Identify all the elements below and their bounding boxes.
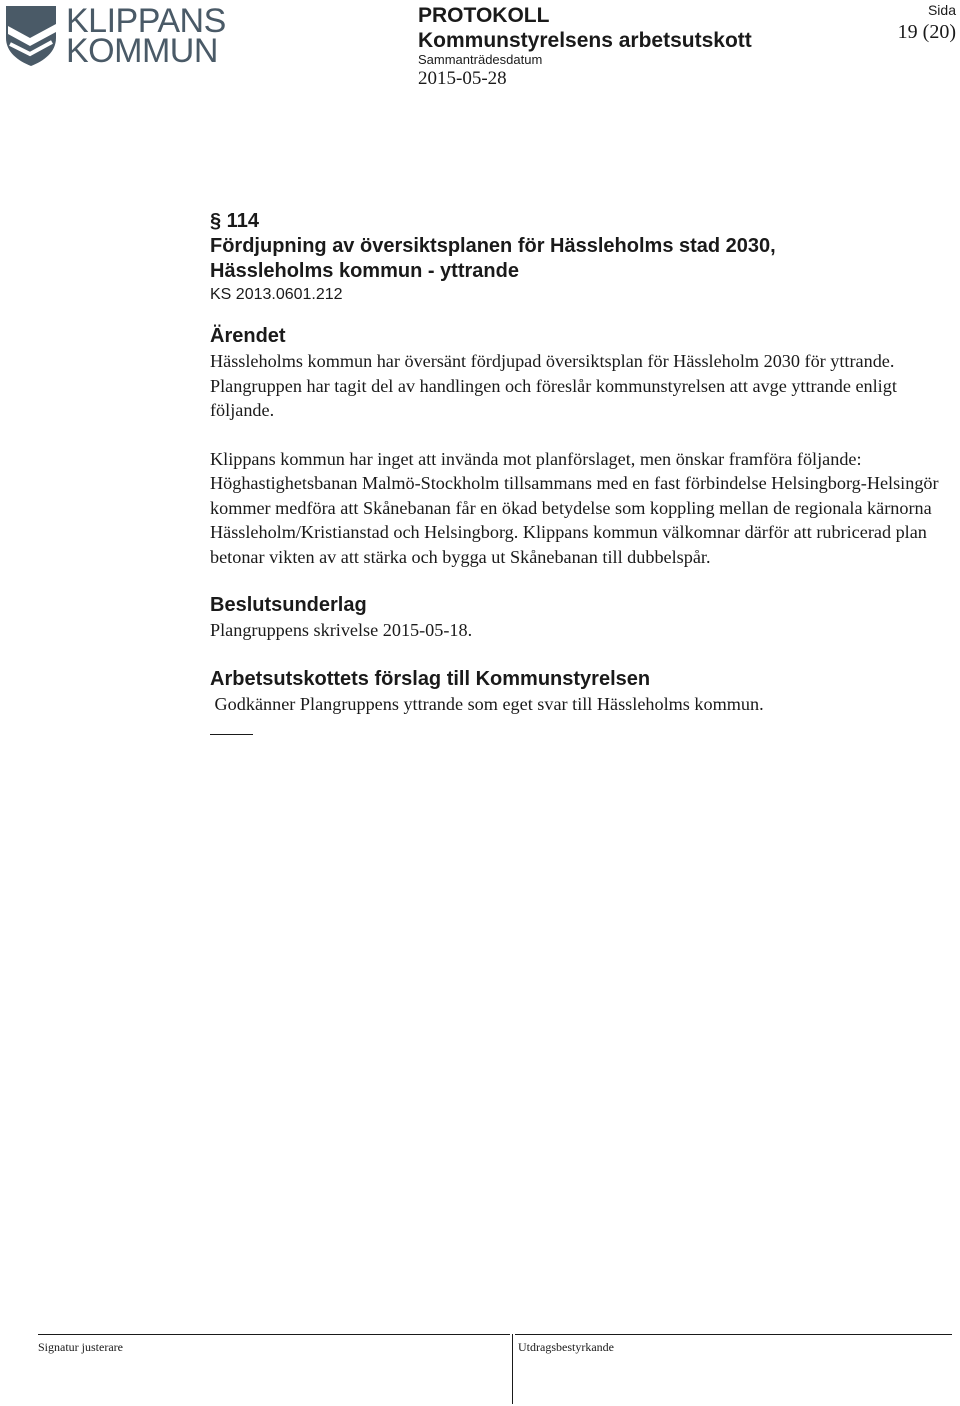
page-label: Sida (927, 2, 956, 18)
section-number: § 114 (210, 210, 259, 232)
municipal-shield-icon (4, 4, 60, 68)
arendet-paragraph-1: Hässleholms kommun har översänt fördjupad översiktsplan för Hässleholm 2030 för yttrande. Plangruppen har tagit del av handlingen och föreslår kommunstyrelsen att avge yttrande enligt följande. (210, 351, 897, 420)
case-number: KS 2013.0601.212 (210, 286, 343, 303)
meeting-date-label: Sammanträdesdatum (418, 52, 543, 67)
end-of-section-rule (210, 734, 253, 735)
klippans-kommun-logo (4, 2, 226, 70)
forslag-heading: Arbetsutskottets förslag till Kommunstyrelsen (210, 667, 651, 690)
meeting-date: 2015-05-28 (418, 68, 507, 89)
signature-label: Signatur justerare (38, 1340, 123, 1354)
beslutsunderlag-text: Plangruppens skrivelse 2015-05-18. (210, 620, 473, 640)
forslag-text: Godkänner Plangruppens yttrande som eget svar till Hässleholms kommun. (210, 693, 764, 714)
matter-title-line2: Hässleholms kommun - yttrande (210, 260, 519, 282)
matter-title-line1: Fördjupning av översiktsplanen för Hässleholms stad 2030, (210, 235, 776, 257)
protocol-section (210, 208, 940, 735)
footer-rule-left (38, 1334, 510, 1335)
extract-certification-label: Utdragsbestyrkande (518, 1340, 614, 1354)
footer-rule-right (515, 1334, 952, 1335)
arendet-paragraph-2: Klippans kommun har inget att invända mot planförslaget, men önskar framföra följande: Höghastighetsbanan Malmö-Stockholm tillsammans med en fast förbindelse Helsingborg-Helsingör kommer medföra att Skånebanan får en ökad betydelse som koppling mellan de regionala kärnorna Hässleholm/Kristianstad och Helsingborg. Klippans kommun välkomnar därför att rubricerad plan betonar vikten av att stärka och bygga ut Skånebanan till dubbelspår. (210, 448, 939, 567)
footer-divider (512, 1334, 513, 1404)
beslutsunderlag-heading: Beslutsunderlag (210, 594, 367, 616)
logo-text-line1: KLIPPANS (66, 2, 226, 40)
logo-text-line2: KOMMUN (66, 32, 218, 70)
meeting-body: Kommunstyrelsens arbetsutskott (418, 29, 752, 52)
arendet-heading: Ärendet (210, 325, 286, 347)
page-number: 19 (20) (897, 21, 956, 43)
document-type: PROTOKOLL (418, 4, 550, 27)
